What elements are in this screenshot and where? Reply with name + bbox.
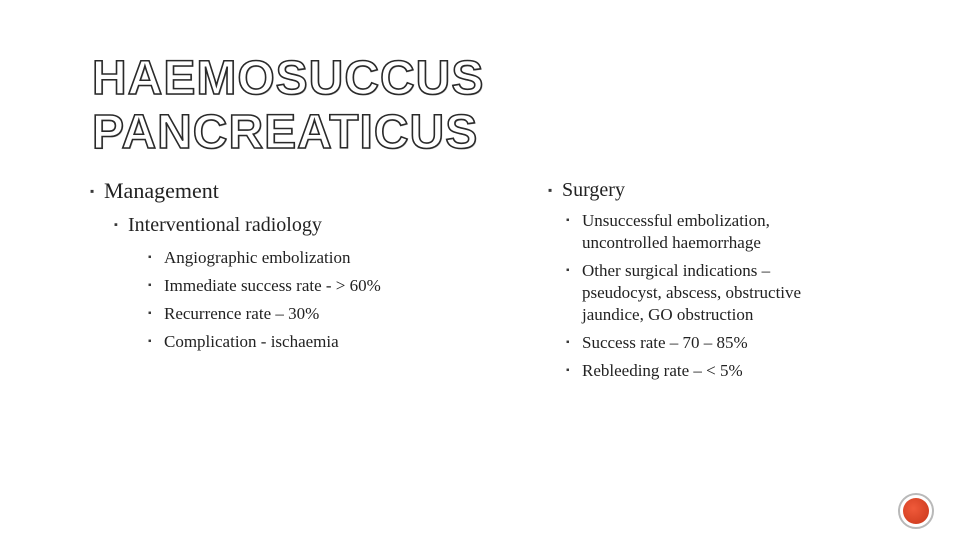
left-content-column [90, 176, 470, 356]
right-bullet-list [548, 176, 848, 382]
list-item [148, 300, 470, 328]
list-item [566, 360, 848, 382]
square-bullet-icon: ▪ [566, 365, 570, 376]
square-bullet-icon: ▪ [114, 219, 118, 231]
list-item [566, 332, 848, 354]
list-item-label: Rebleeding rate – < 5% [582, 361, 743, 380]
list-item-interventional-radiology [114, 210, 470, 356]
square-bullet-icon: ▪ [566, 215, 570, 226]
list-item [148, 328, 470, 356]
list-item [566, 260, 848, 326]
right-content-column [548, 176, 848, 388]
list-item-label: Success rate – 70 – 85% [582, 333, 748, 352]
list-item-surgery [548, 176, 848, 382]
square-bullet-icon: ▪ [566, 265, 570, 276]
square-bullet-icon: ▪ [148, 252, 152, 263]
list-item-label: Interventional radiology [128, 214, 322, 236]
slide-number-badge-icon [898, 493, 934, 529]
list-item-management [90, 176, 470, 356]
sub-bullet-list [104, 210, 470, 356]
list-item-label: Immediate success rate - > 60% [164, 276, 381, 295]
list-item-label: Complication - ischaemia [164, 332, 339, 351]
square-bullet-icon: ▪ [566, 337, 570, 348]
square-bullet-icon: ▪ [148, 308, 152, 319]
list-item-label: Management [104, 178, 219, 203]
list-item [566, 210, 848, 254]
list-item [148, 244, 470, 272]
square-bullet-icon: ▪ [148, 280, 152, 291]
square-bullet-icon: ▪ [548, 183, 553, 197]
square-bullet-icon: ▪ [90, 184, 95, 198]
slide-title-line-1: HAEMOSUCCUS [92, 52, 485, 105]
list-item [148, 272, 470, 300]
left-bullet-list [90, 176, 470, 356]
list-item-label: Unsuccessful embolization, uncontrolled haemorrhage [582, 211, 770, 252]
badge-fill [903, 498, 929, 524]
list-item-label: Surgery [562, 179, 625, 201]
list-item-label: Other surgical indications – pseudocyst, abscess, obstructive jaundice, GO obstruction [582, 261, 802, 324]
slide-title [92, 52, 612, 160]
sub-sub-bullet-list [128, 244, 470, 356]
surgery-sub-list [562, 210, 848, 382]
square-bullet-icon: ▪ [148, 336, 152, 347]
slide-title-line-2: PANCREATICUS [92, 106, 479, 159]
list-item-label: Recurrence rate – 30% [164, 304, 320, 323]
list-item-label: Angiographic embolization [164, 248, 351, 267]
